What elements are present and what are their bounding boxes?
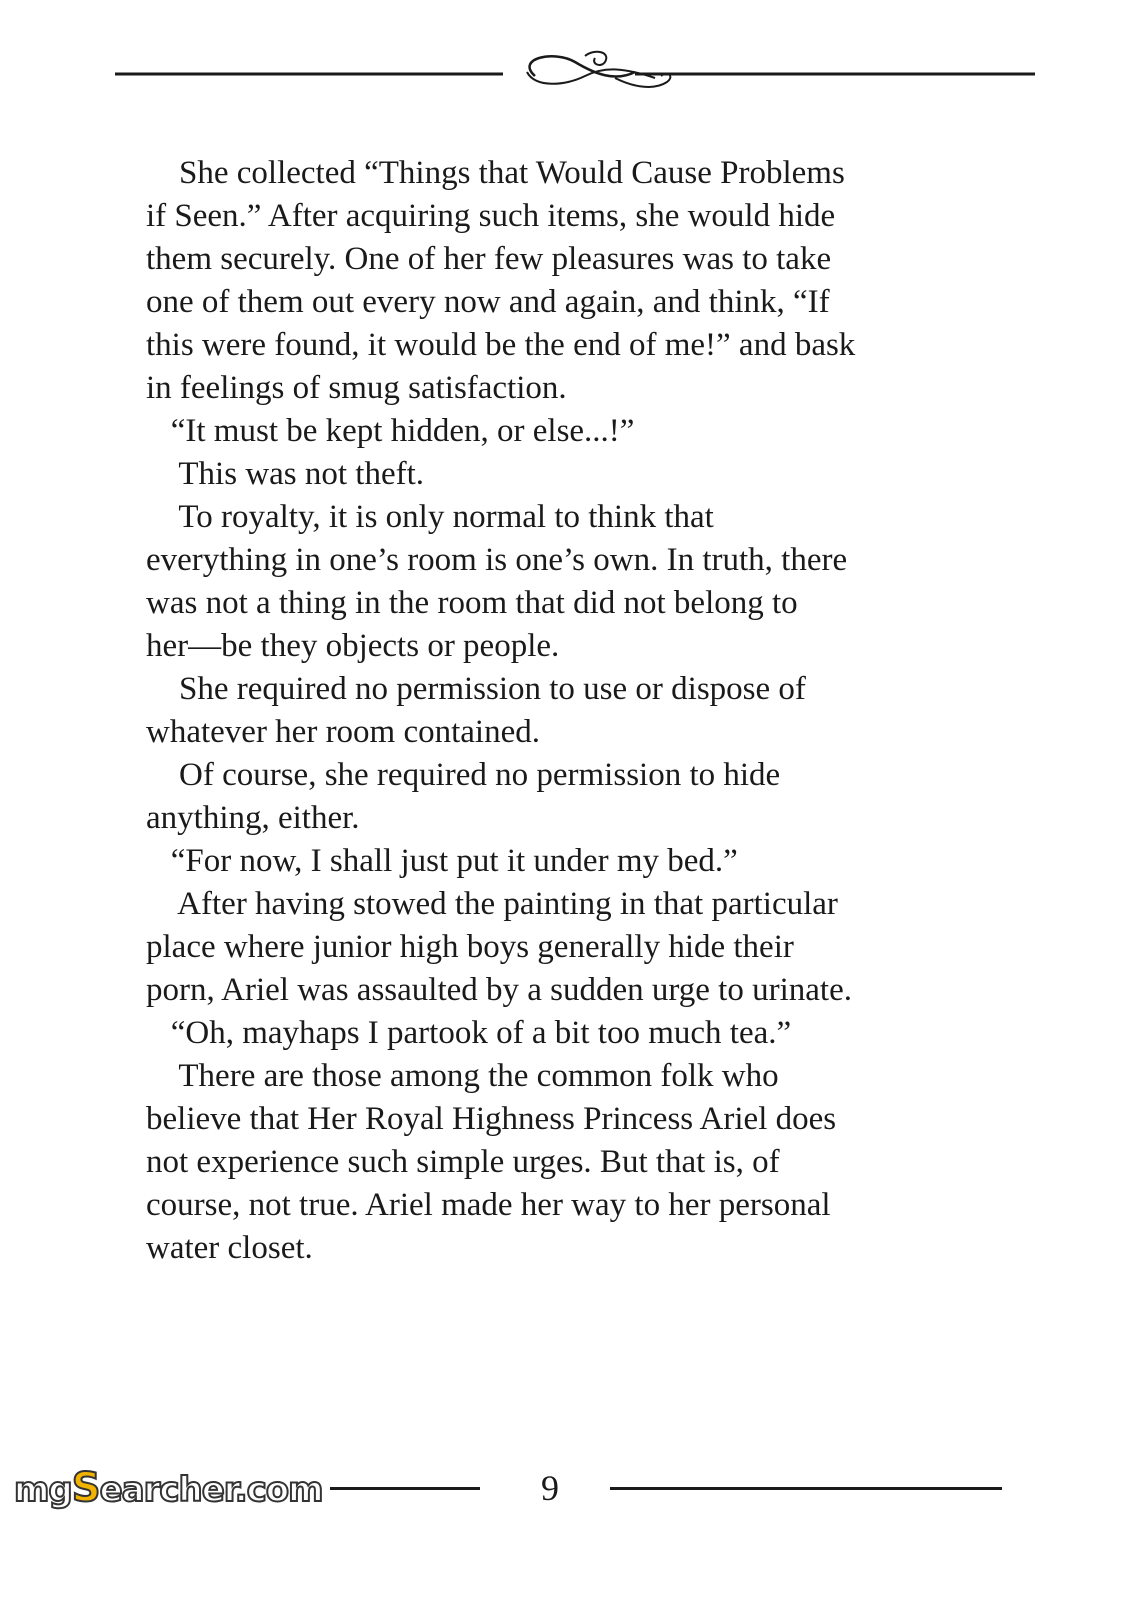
- watermark-highlight: S: [71, 1465, 100, 1511]
- text-line: this were found, it would be the end of me!” and bask: [146, 327, 856, 363]
- text-line: her—be they objects or people.: [146, 628, 560, 664]
- text-line: if Seen.” After acquiring such items, she would hide: [146, 198, 836, 234]
- text-line: course, not true. Ariel made her way to her personal: [146, 1187, 831, 1223]
- text-line: one of them out every now and again, and think, “If: [146, 284, 830, 320]
- text-line: She required no permission to use or dispose of: [146, 671, 806, 707]
- text-line: place where junior high boys generally hide their: [146, 929, 794, 965]
- text-line: She collected “Things that Would Cause Problems: [146, 155, 845, 191]
- text-line: “For now, I shall just put it under my bed.”: [146, 843, 738, 879]
- text-line: whatever her room contained.: [146, 714, 541, 750]
- text-line: This was not theft.: [146, 456, 425, 492]
- text-line: anything, either.: [146, 800, 360, 836]
- text-line: water closet.: [146, 1230, 313, 1266]
- text-line: To royalty, it is only normal to think that: [146, 499, 714, 535]
- text-line: “It must be kept hidden, or else...!”: [146, 413, 635, 449]
- text-line: everything in one’s room is one’s own. In truth, there: [146, 542, 848, 578]
- watermark-prefix: mg: [14, 1470, 72, 1510]
- page-footer: [0, 1460, 1122, 1520]
- text-line: porn, Ariel was assaulted by a sudden urge to urinate.: [146, 972, 852, 1008]
- text-line: not experience such simple urges. But that is, of: [146, 1144, 780, 1180]
- page-number: 9: [541, 1468, 559, 1508]
- footer-rule-left: [330, 1487, 480, 1490]
- text-line: in feelings of smug satisfaction.: [146, 370, 567, 406]
- watermark-suffix: earcher.com: [99, 1470, 323, 1510]
- footer-rule-right: [610, 1487, 1002, 1490]
- text-line: “Oh, mayhaps I partook of a bit too much tea.”: [146, 1015, 792, 1051]
- body-text: [146, 152, 956, 1270]
- watermark-logo: [14, 1465, 323, 1511]
- text-line: them securely. One of her few pleasures was to take: [146, 241, 832, 277]
- text-line: After having stowed the painting in that particular: [146, 886, 838, 922]
- header-flourish-icon: [115, 48, 1035, 108]
- text-line: Of course, she required no permission to hide: [146, 757, 781, 793]
- text-line: There are those among the common folk who: [146, 1058, 779, 1094]
- text-line: was not a thing in the room that did not belong to: [146, 585, 798, 621]
- text-line: believe that Her Royal Highness Princess Ariel does: [146, 1101, 837, 1137]
